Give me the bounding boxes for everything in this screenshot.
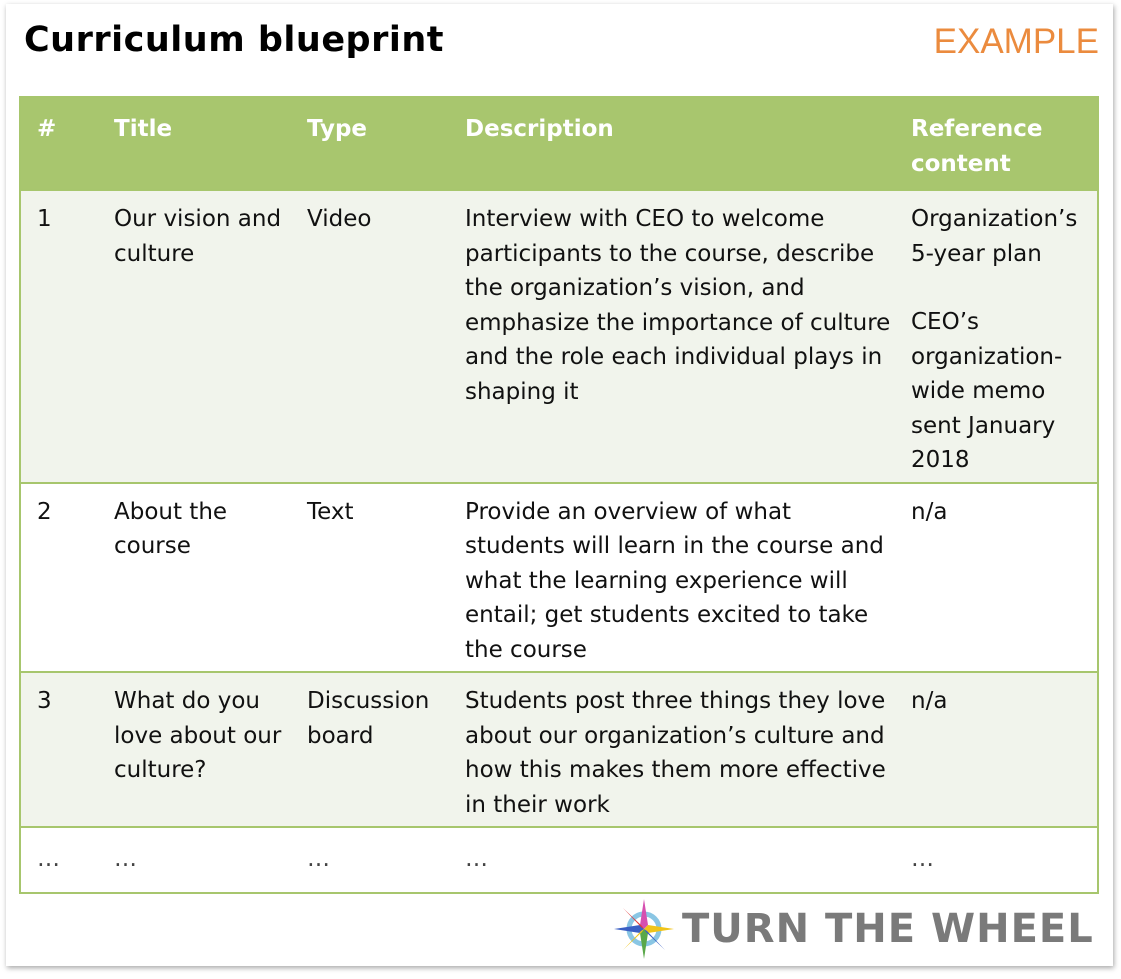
column-header-reference: Reference content — [895, 97, 1098, 190]
table-row — [20, 483, 1098, 673]
example-badge: EXAMPLE — [933, 22, 1099, 61]
cell-description: Interview with CEO to welcome participants to the course, describe the organization’s vision, and emphasize the importance of culture and the role each individual plays in shaping it — [449, 190, 895, 483]
cell-reference — [895, 672, 1098, 827]
column-header-description: Description — [449, 97, 895, 190]
curriculum-table — [19, 96, 1099, 894]
compass-star-icon — [612, 897, 676, 961]
cell-reference — [895, 483, 1098, 673]
cell-type: Video — [291, 190, 449, 483]
cell-reference: … — [895, 827, 1098, 893]
cell-number: … — [20, 827, 98, 893]
cell-description: … — [449, 827, 895, 893]
cell-description: Students post three things they love about our organization’s culture and how this makes them more effective in their work — [449, 672, 895, 827]
table-row-continuation — [20, 827, 1098, 893]
cell-title: What do you love about our culture? — [98, 672, 291, 827]
cell-type: … — [291, 827, 449, 893]
column-header-number: # — [20, 97, 98, 190]
reference-item: CEO’s organization-wide memo sent January 2018 — [911, 309, 1063, 473]
cell-type: Discussion board — [291, 672, 449, 827]
turn-the-wheel-logo — [612, 897, 1094, 961]
cell-reference — [895, 190, 1098, 483]
page-title: Curriculum blueprint — [24, 20, 445, 60]
cell-type: Text — [291, 483, 449, 673]
cell-number: 2 — [20, 483, 98, 673]
blueprint-card — [6, 4, 1113, 966]
table-row — [20, 672, 1098, 827]
cell-title: Our vision and culture — [98, 190, 291, 483]
table-header-row — [20, 97, 1098, 190]
cell-title: About the course — [98, 483, 291, 673]
cell-title: … — [98, 827, 291, 893]
cell-description: Provide an overview of what students will learn in the course and what the learning experience will entail; get students excited to take the course — [449, 483, 895, 673]
reference-item: n/a — [911, 498, 948, 525]
reference-item: n/a — [911, 688, 948, 714]
cell-number: 1 — [20, 190, 98, 483]
reference-item: Organization’s 5-year plan — [911, 206, 1078, 267]
cell-number: 3 — [20, 672, 98, 827]
column-header-type: Type — [291, 97, 449, 190]
table-row — [20, 190, 1098, 483]
logo-text: TURN THE WHEEL — [682, 906, 1094, 952]
column-header-title: Title — [98, 97, 291, 190]
